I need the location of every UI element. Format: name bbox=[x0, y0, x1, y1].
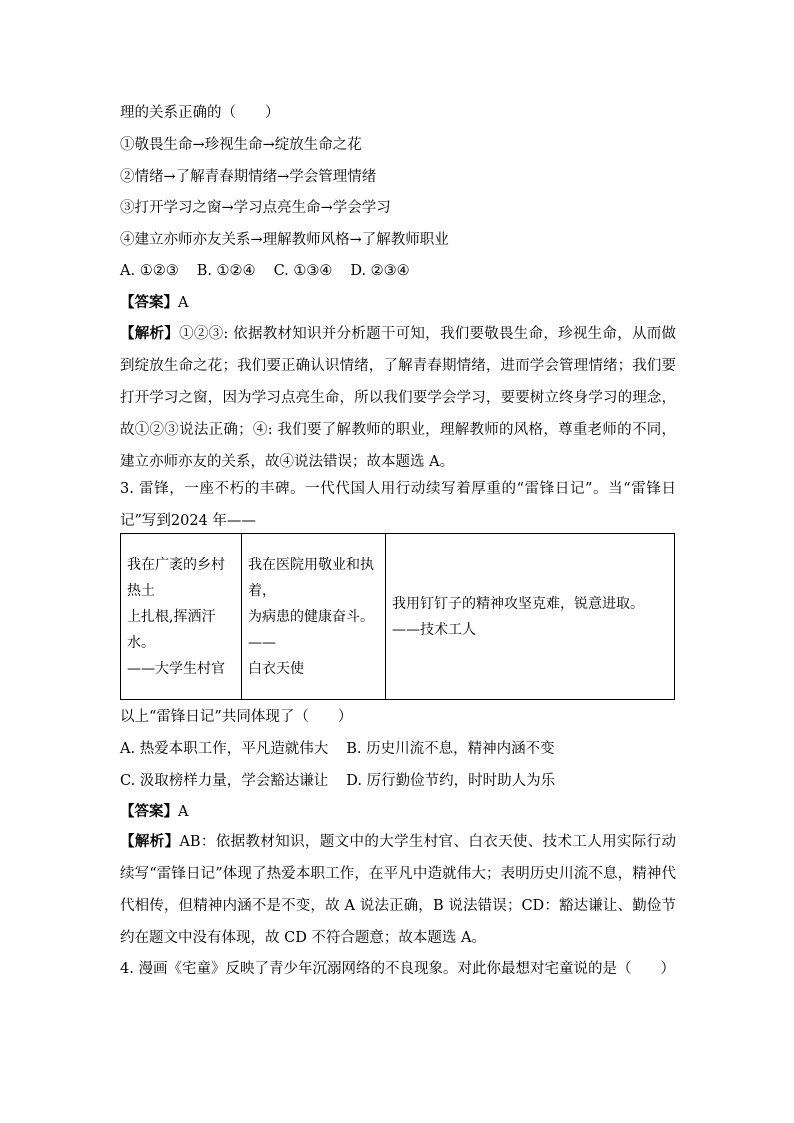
option-b: B. ①②④ bbox=[196, 263, 256, 279]
question-3-analysis bbox=[120, 826, 676, 954]
option-c: C. 汲取榜样力量，学会豁达谦让 bbox=[120, 773, 329, 789]
answer-label: 【答案】 bbox=[120, 294, 178, 311]
option-d: D. 厉行勤俭节约，时时助人为乐 bbox=[346, 773, 556, 789]
question-2-analysis bbox=[120, 318, 676, 478]
answer-value: A bbox=[178, 804, 189, 820]
question-4-stem: 4. 漫画《宅童》反映了青少年沉溺网络的不良现象。对此你最想对宅童说的是（ ） bbox=[120, 961, 675, 977]
option-a: A. ①②③ bbox=[120, 263, 179, 279]
question-3-answer bbox=[120, 803, 188, 821]
analysis-label: 【解析】 bbox=[120, 833, 180, 850]
question-3-options-row-1 bbox=[120, 740, 555, 758]
answer-value: A bbox=[178, 295, 189, 311]
option-d: D. ②③④ bbox=[350, 263, 410, 279]
question-3-question: 以上“雷锋日记”共同体现了（ ） bbox=[120, 709, 353, 725]
analysis-text: AB：依据教材知识，题文中的大学生村官、白衣天使、技术工人用实际行动续写“雷锋日记”体现了热爱本职工作，在平凡中造就伟大；表明历史川流不息，精神代代相传，但精神内涵不是不变，故 A 说法正确，B 说法错误；CD：豁达谦让、勤俭节约在题文中没有体现，故 CD 不符合题意；故本题选 A。 bbox=[120, 834, 677, 946]
option-c: C. ①③④ bbox=[273, 263, 333, 279]
question-2-item-4: ④建立亦师亦友关系→理解教师风格→了解教师职业 bbox=[120, 232, 449, 248]
diary-table bbox=[120, 533, 675, 700]
diary-cell-doctor: 我在医院用敬业和执着， 为病患的健康奋斗。 —— 白衣天使 bbox=[242, 534, 386, 700]
question-2-options bbox=[120, 262, 428, 280]
question-3-stem: 3. 雷锋，一座不朽的丰碑。一代代国人用行动续写着厚重的“雷锋日记”。当“雷锋日记”写到2024 年—— bbox=[120, 481, 676, 529]
question-2-item-2: ②情绪→了解青春期情绪→学会管理情绪 bbox=[120, 169, 377, 185]
diary-cell-village-official: 我在广袤的乡村热土 上扎根,挥洒汗水。 ——大学生村官 bbox=[121, 534, 242, 700]
option-b: B. 历史川流不息，精神内涵不变 bbox=[346, 741, 555, 757]
option-a: A. 热爱本职工作，平凡造就伟大 bbox=[120, 741, 329, 757]
diary-cell-technician: 我用钉钉子的精神攻坚克难，锐意进取。——技术工人 bbox=[386, 534, 675, 700]
analysis-label: 【解析】 bbox=[120, 325, 180, 342]
question-2-item-3: ③打开学习之窗→学习点亮生命→学会学习 bbox=[120, 200, 391, 216]
question-3-options-row-2 bbox=[120, 772, 555, 790]
question-2-answer bbox=[120, 294, 188, 312]
answer-label: 【答案】 bbox=[120, 803, 178, 820]
question-2-stem-tail: 理的关系正确的（ ） bbox=[120, 105, 280, 121]
analysis-text: ①②③: 依据教材知识并分析题干可知，我们要敬畏生命，珍视生命，从而做到绽放生命之花；我们要正确认识情绪，了解青春期情绪，进而学会管理情绪；我们要打开学习之窗，因为学习点亮生命，所以我们要学会学习，要要树立终身学习的理念，故①②③说法正确；④: 我们要了解教师的职业，理解教师的风格，尊重老师的不同，建立亦师亦友的关系，故④说法错误；故本题选 A。 bbox=[120, 326, 677, 470]
question-2-item-1: ①敬畏生命→珍视生命→绽放生命之花 bbox=[120, 137, 362, 153]
